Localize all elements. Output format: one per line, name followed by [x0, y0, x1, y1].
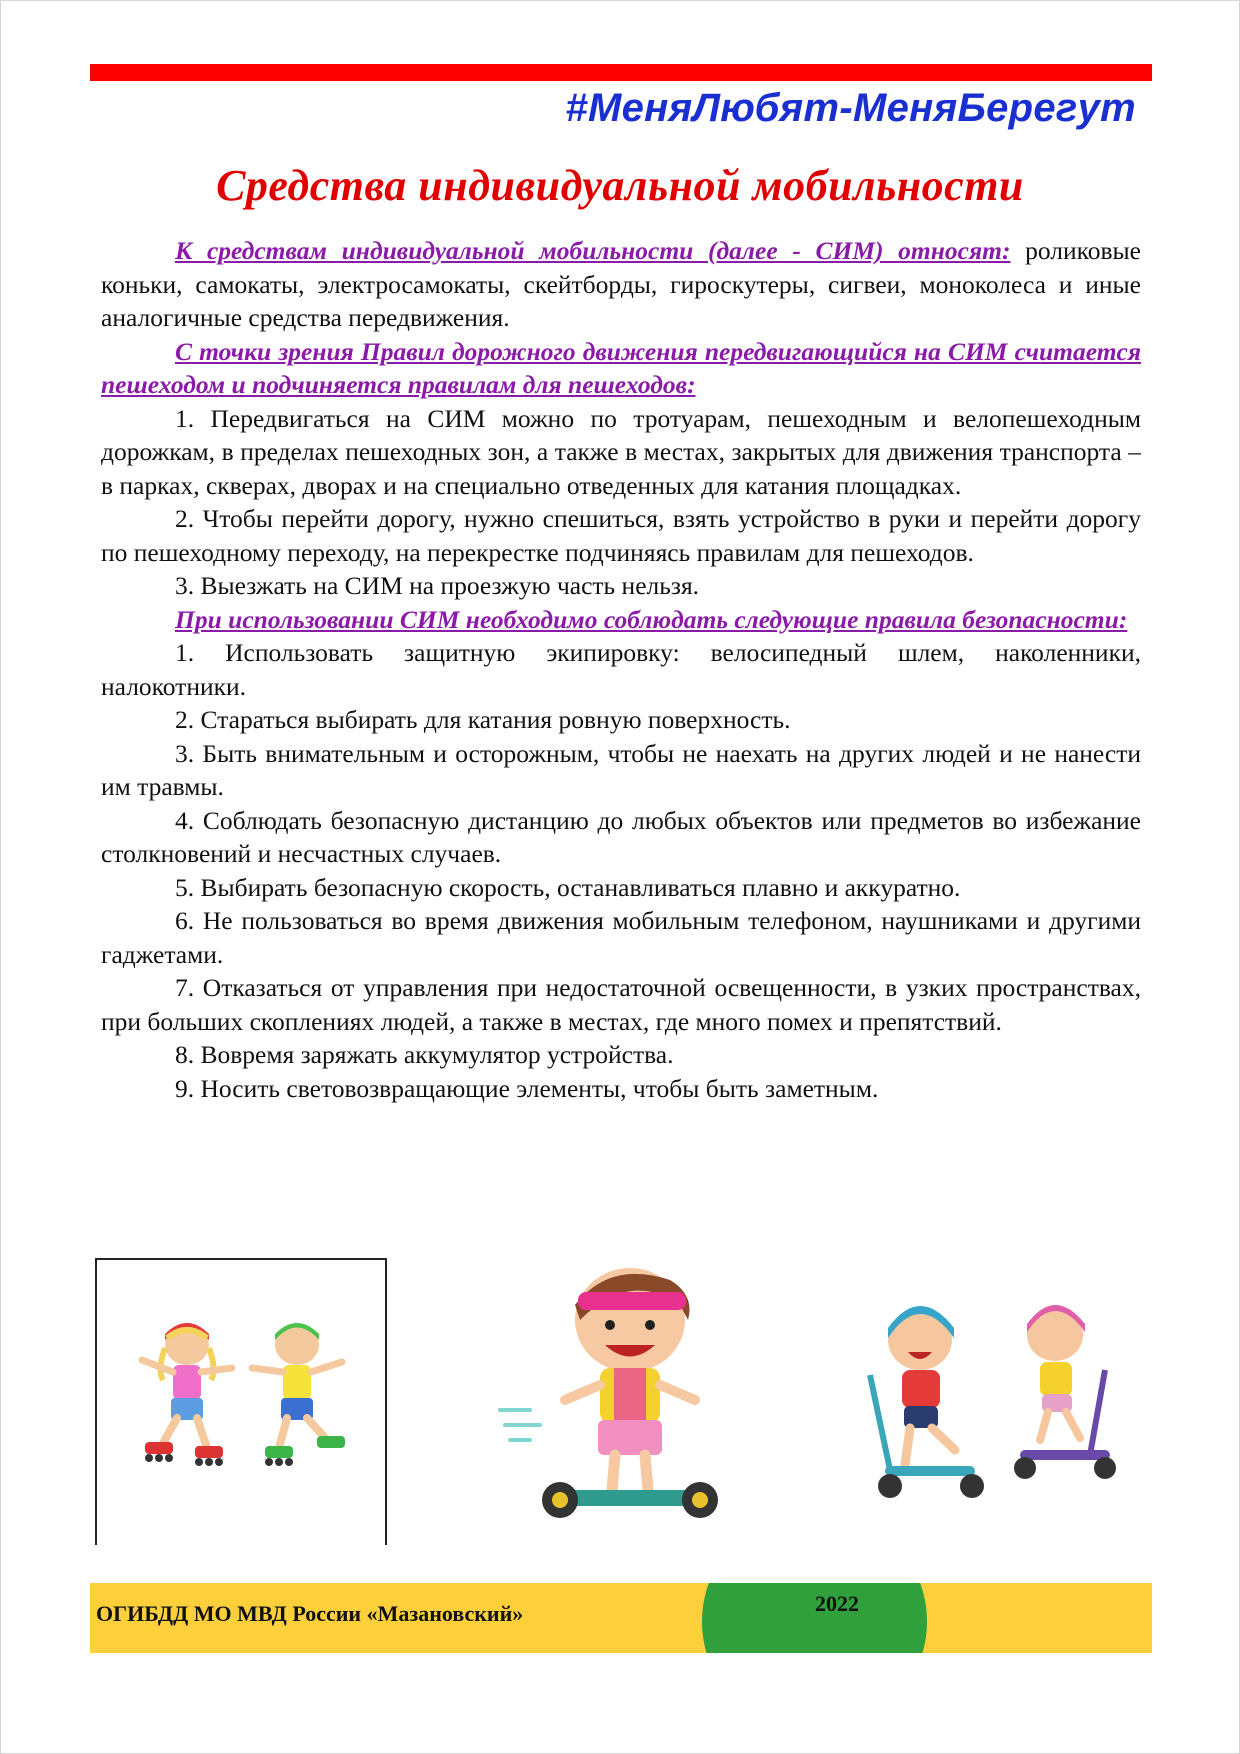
safety-item: 2. Стараться выбирать для катания ровную поверхность. [175, 705, 791, 734]
safety-item: 1. Использовать защитную экипировку: велосипедный шлем, наколенники, налокотники. [101, 638, 1141, 701]
hashtag: #МеняЛюбят-МеняБерегут [565, 86, 1136, 130]
intro-text: роликовые коньки, самокаты, электросамокаты, скейтборды, гироскутеры, сигвеи, моноколеса и иные аналогичные средства передвижения. [101, 236, 1141, 332]
roller-skating-kids-illustration [95, 1258, 387, 1545]
safety-item: 7. Отказаться от управления при недостаточной освещенности, в узких пространствах, при больших скоплениях людей, а также в местах, где много помех и препятствий. [101, 973, 1141, 1036]
hoverboard-girl-illustration [470, 1250, 790, 1550]
footer-organization: ОГИБДД МО МВД России «Мазановский» [96, 1601, 524, 1626]
footer-bar [90, 1583, 1152, 1653]
scooter-kids-icon [860, 1290, 1130, 1520]
safety-heading: При использовании СИМ необходимо соблюдать следующие правила безопасности: [175, 604, 1128, 634]
pdd-item: 3. Выезжать на СИМ на проезжую часть нельзя. [175, 571, 700, 600]
hoverboard-girl-icon [470, 1250, 790, 1550]
intro-paragraph [101, 234, 1141, 335]
pdd-item: 1. Передвигаться на СИМ можно по тротуарам, пешеходным и велопешеходным дорожкам, в пределах пешеходных зон, а также в местах, закрытых для движения транспорта – в парках, скверах, дворах и на специально отведенных для катания площадках. [101, 403, 1141, 500]
safety-item: 4. Соблюдать безопасную дистанцию до любых объектов или предметов во избежание столкновений и несчастных случаев. [101, 805, 1141, 868]
pdd-item: 2. Чтобы перейти дорогу, нужно спешиться, взять устройство в руки и перейти дорогу по пешеходному переходу, на перекрестке подчиняясь правилам для пешеходов. [101, 504, 1141, 567]
safety-item: 9. Носить световозвращающие элементы, чтобы быть заметным. [175, 1073, 879, 1103]
main-content [101, 234, 1141, 1105]
intro-lead: К средствам индивидуальной мобильности (далее - СИМ) относят: [175, 236, 1011, 265]
safety-item: 3. Быть внимательным и осторожным, чтобы не наехать на других людей и не нанести им травмы. [101, 738, 1141, 801]
scooter-kids-illustration [860, 1290, 1130, 1520]
pdd-heading: С точки зрения Правил дорожного движения передвигающийся на СИМ считается пешеходом и подчиняется правилам для пешеходов: [101, 336, 1141, 399]
safety-item: 6. Не пользоваться во время движения мобильным телефоном, наушниками и другими гаджетами. [101, 906, 1141, 969]
safety-item: 8. Вовремя заряжать аккумулятор устройства. [175, 1040, 674, 1069]
roller-skating-kids-icon [97, 1260, 385, 1545]
page-title: Средства индивидуальной мобильности [216, 161, 1024, 210]
top-red-bar [90, 64, 1152, 81]
footer-year: 2022 [815, 1591, 859, 1616]
safety-item: 5. Выбирать безопасную скорость, останавливаться плавно и аккуратно. [175, 872, 961, 902]
